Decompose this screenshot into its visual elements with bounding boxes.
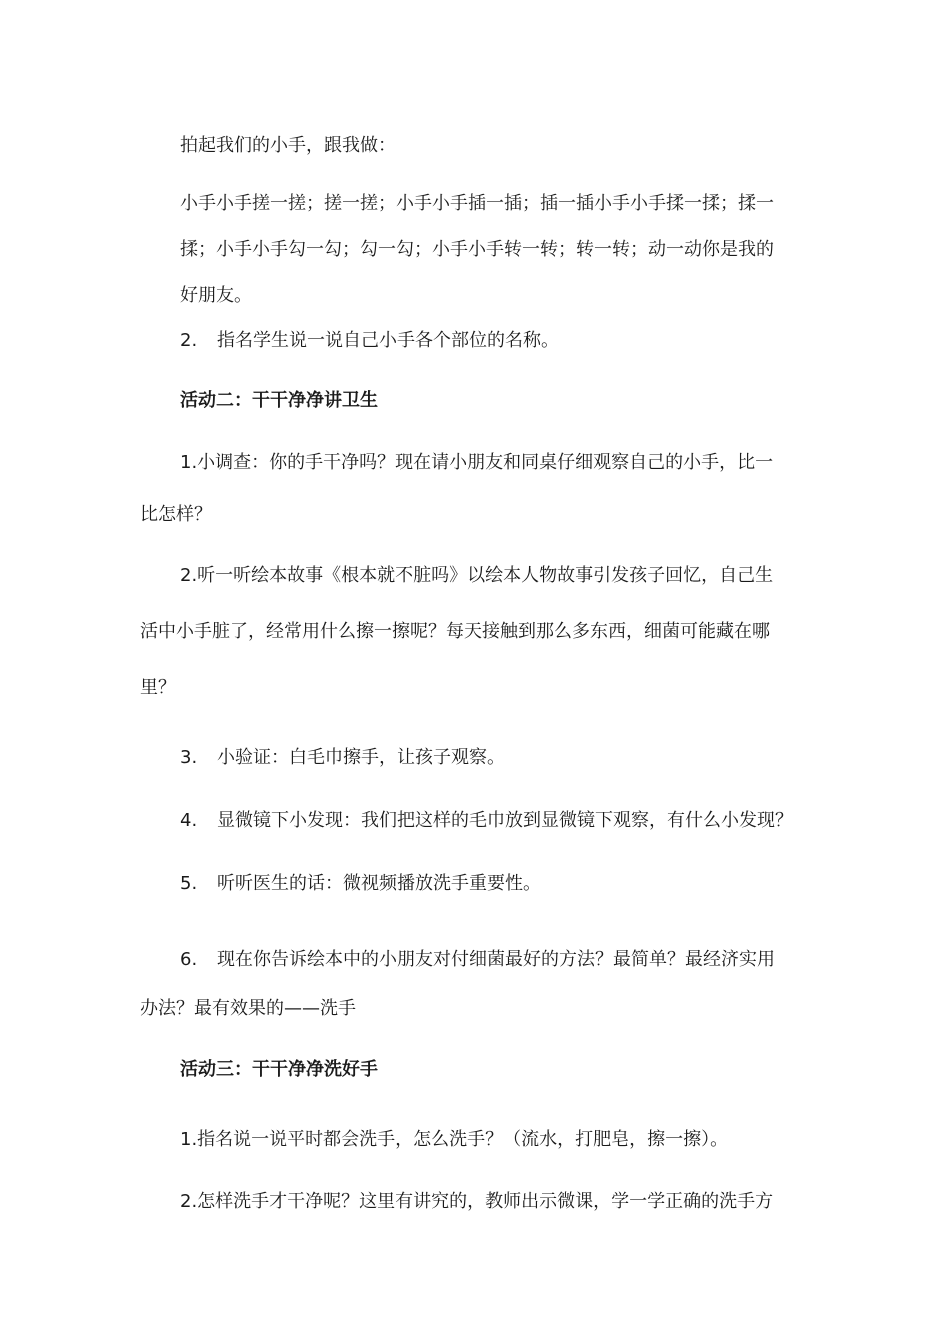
activity2-item5: [180, 872, 541, 896]
heading-activity-3: 活动三：干干净净洗好手: [180, 1059, 378, 1080]
list-number: 3.: [180, 747, 198, 768]
list-text: 小验证：白毛巾擦手，让孩子观察。: [217, 747, 505, 768]
activity2-item2-line1: 2.听一听绘本故事《根本就不脏吗》以绘本人物故事引发孩子回忆，自己生: [180, 565, 774, 586]
list-number: 6.: [180, 949, 198, 970]
list-text: 听听医生的话：微视频播放洗手重要性。: [217, 873, 541, 894]
activity2-item6-line2: 办法？最有效果的——洗手: [140, 998, 356, 1019]
list-text: 现在你告诉绘本中的小朋友对付细菌最好的方法？最简单？最经济实用: [217, 949, 775, 970]
heading-activity-2: 活动二：干干净净讲卫生: [180, 390, 378, 411]
activity2-item6: [180, 948, 775, 972]
activity2-item3: [180, 746, 505, 770]
activity3-item2: 2.怎样洗手才干净呢？这里有讲究的，教师出示微课，学一学正确的洗手方: [180, 1191, 774, 1212]
list-number: 4.: [180, 810, 198, 831]
list-number: 2.: [180, 330, 198, 351]
list-number: 5.: [180, 873, 198, 894]
rhyme-line-2: 揉；小手小手勾一勾；勾一勾；小手小手转一转；转一转；动一动你是我的: [180, 239, 774, 260]
paragraph-clap-hands: 拍起我们的小手，跟我做：: [180, 135, 396, 156]
rhyme-line-3: 好朋友。: [180, 285, 252, 306]
list-text: 指名学生说一说自己小手各个部位的名称。: [217, 330, 559, 351]
activity2-item2-line3: 里？: [140, 677, 176, 698]
activity2-item4: [180, 809, 793, 833]
activity3-item1: 1.指名说一说平时都会洗手，怎么洗手？（流水，打肥皂，擦一擦）。: [180, 1129, 729, 1150]
activity2-item2-line2: 活中小手脏了，经常用什么擦一擦呢？每天接触到那么多东西，细菌可能藏在哪: [140, 621, 770, 642]
activity2-item1-line2: 比怎样？: [140, 504, 212, 525]
list-item-2: [180, 329, 559, 353]
rhyme-line-1: 小手小手搓一搓；搓一搓；小手小手插一插；插一插小手小手揉一揉；揉一: [180, 193, 774, 214]
list-text: 显微镜下小发现：我们把这样的毛巾放到显微镜下观察，有什么小发现？: [217, 810, 793, 831]
activity2-item1-line1: 1.小调查：你的手干净吗？现在请小朋友和同桌仔细观察自己的小手，比一: [180, 452, 774, 473]
